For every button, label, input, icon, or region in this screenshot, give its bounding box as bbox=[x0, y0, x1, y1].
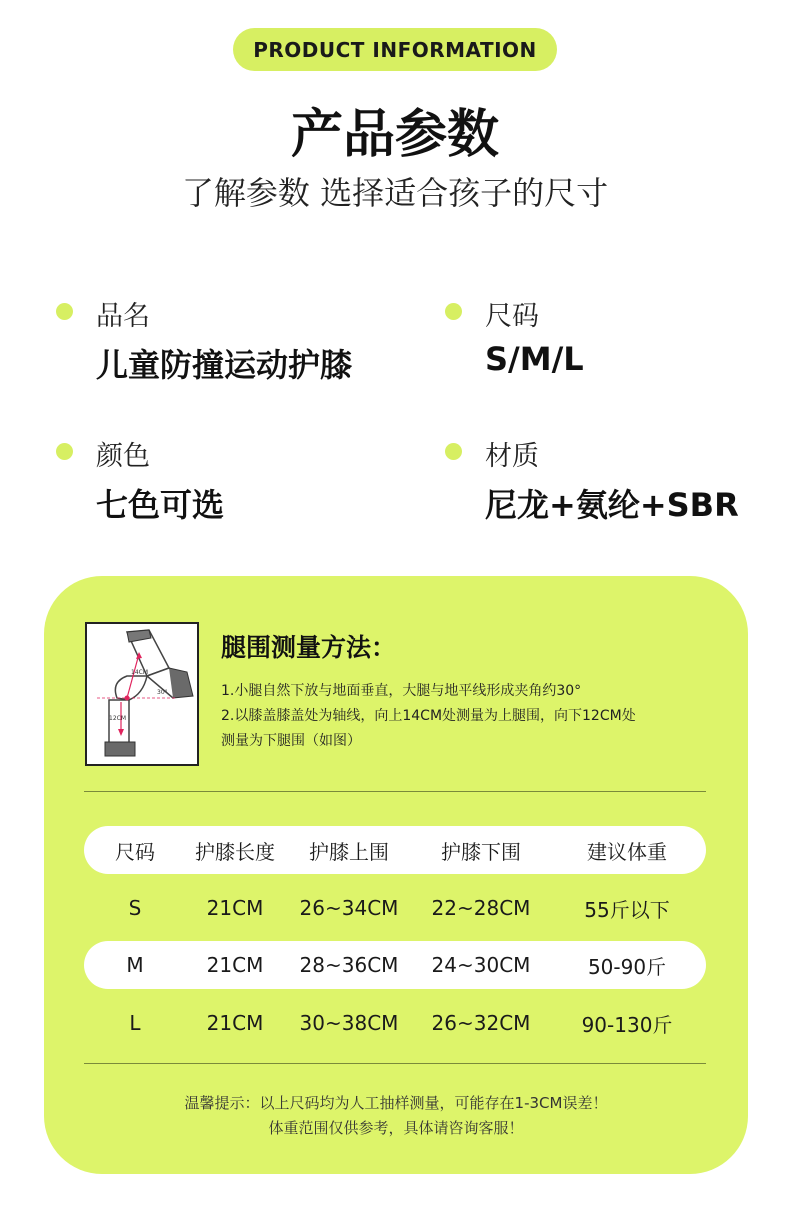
table-row bbox=[84, 941, 706, 989]
diagram-angle-label: 30° bbox=[157, 689, 168, 696]
table-cell: 24~30CM bbox=[431, 953, 531, 977]
column-header: 护膝上围 bbox=[309, 839, 389, 864]
table-row bbox=[84, 884, 706, 932]
table-cell: 55斤以下 bbox=[584, 897, 670, 922]
column-header: 建议体重 bbox=[587, 839, 667, 864]
table-cell: 26~32CM bbox=[431, 1011, 531, 1035]
size-table-header bbox=[84, 826, 706, 874]
spec-label: 品名 bbox=[96, 301, 150, 332]
measure-step-1: 1.小腿自然下放与地面垂直，大腿与地平线形成夹角约30° bbox=[221, 683, 582, 699]
size-panel bbox=[44, 576, 748, 1174]
table-cell: 50-90斤 bbox=[587, 954, 667, 979]
column-header: 护膝长度 bbox=[195, 839, 275, 864]
spec-value: S/M/L bbox=[485, 340, 584, 378]
table-cell: 90-130斤 bbox=[581, 1012, 673, 1037]
table-cell: 21CM bbox=[206, 1011, 264, 1035]
diagram-down-label: 12CM bbox=[109, 715, 127, 722]
table-cell: 22~28CM bbox=[431, 896, 531, 920]
spec-value: 儿童防撞运动护膝 bbox=[96, 346, 353, 384]
table-cell: S bbox=[128, 896, 142, 920]
diagram-up-label: 14CM bbox=[131, 669, 149, 676]
bullet-dot-icon bbox=[445, 303, 462, 320]
column-header: 护膝下围 bbox=[441, 839, 521, 864]
knee-measurement-diagram bbox=[85, 622, 199, 766]
table-cell: L bbox=[129, 1011, 141, 1035]
product-info-badge: PRODUCT INFORMATION bbox=[233, 28, 557, 71]
table-cell: M bbox=[126, 953, 144, 977]
bullet-dot-icon bbox=[445, 443, 462, 460]
divider bbox=[84, 1063, 706, 1064]
table-cell: 28~36CM bbox=[299, 953, 399, 977]
page-title: 产品参数 bbox=[290, 105, 499, 165]
size-note-line-1: 温馨提示：以上尺码均为人工抽样测量，可能存在1-3CM误差！ bbox=[184, 1094, 608, 1112]
column-header: 尺码 bbox=[115, 839, 155, 864]
table-cell: 21CM bbox=[206, 953, 264, 977]
leg-diagram-icon bbox=[87, 624, 197, 764]
bullet-dot-icon bbox=[56, 303, 73, 320]
table-cell: 30~38CM bbox=[299, 1011, 399, 1035]
spec-value: 尼龙+氨纶+SBR bbox=[485, 486, 739, 524]
spec-value: 七色可选 bbox=[96, 486, 225, 524]
spec-label: 颜色 bbox=[96, 441, 150, 472]
spec-label: 材质 bbox=[485, 441, 539, 472]
measure-step-2-cont: 测量为下腿围（如图） bbox=[221, 733, 361, 749]
measure-step-2: 2.以膝盖膝盖处为轴线，向上14CM处测量为上腿围，向下12CM处 bbox=[221, 708, 636, 724]
table-cell: 21CM bbox=[206, 896, 264, 920]
spec-label: 尺码 bbox=[485, 301, 539, 332]
divider bbox=[84, 791, 706, 792]
bullet-dot-icon bbox=[56, 443, 73, 460]
table-row bbox=[84, 999, 706, 1047]
size-note-line-2: 体重范围仅供参考，具体请咨询客服！ bbox=[268, 1119, 524, 1137]
measure-method-title: 腿围测量方法： bbox=[221, 633, 397, 662]
table-cell: 26~34CM bbox=[299, 896, 399, 920]
page-subtitle: 了解参数 选择适合孩子的尺寸 bbox=[181, 174, 609, 212]
